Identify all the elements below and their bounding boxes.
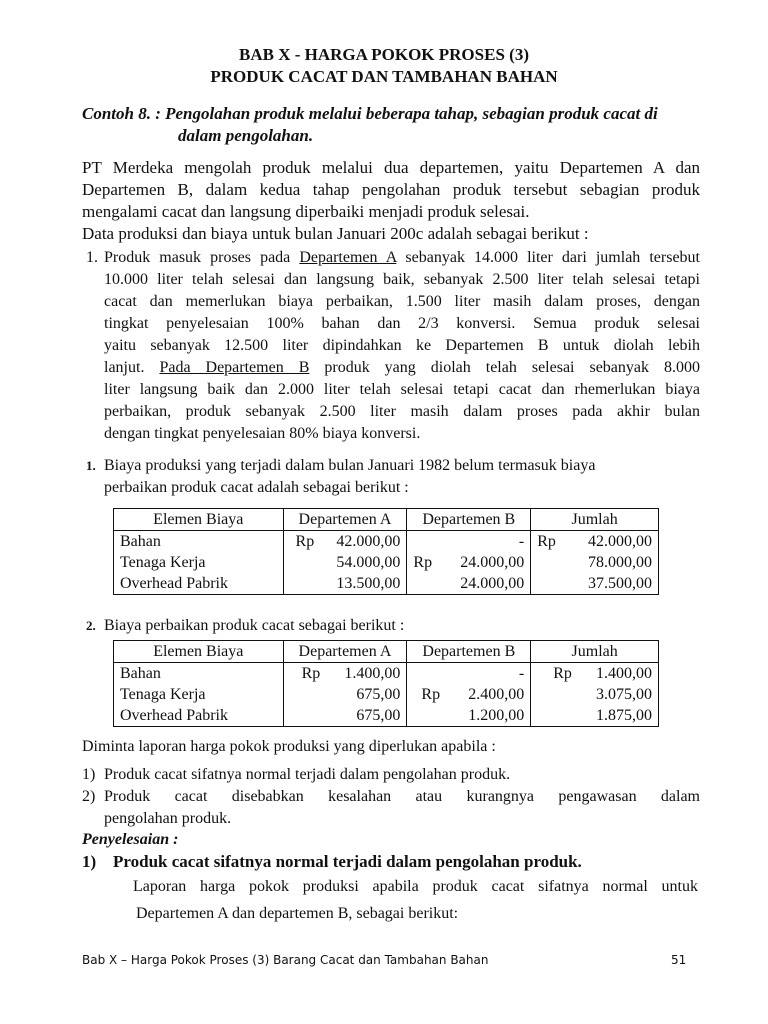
cost-element: Bahan [114, 663, 284, 685]
amount: 1.400,00 [596, 665, 652, 682]
item-line: perbaikan produk cacat adalah sebagai berikut : [104, 479, 409, 496]
production-cost-table [113, 508, 659, 595]
text-segment: Produk masuk proses pada [104, 249, 300, 266]
amount: 1.875,00 [596, 707, 652, 724]
table-row [114, 684, 659, 705]
cost-element: Bahan [114, 531, 284, 553]
currency-label: Rp [421, 686, 441, 703]
dept-a-cell [283, 531, 407, 553]
solution-text [133, 875, 698, 926]
item-number: 1. [86, 458, 96, 473]
amount: 2.400,00 [468, 686, 525, 703]
amount: 42.000,00 [588, 533, 652, 550]
solution-heading-text: Produk cacat sifatnya normal terjadi dalam pengolahan produk. [113, 852, 582, 871]
chapter-subtitle: PRODUK CACAT DAN TAMBAHAN BAHAN [210, 67, 558, 86]
amount: - [518, 533, 525, 550]
text-segment: lanjut. [104, 359, 160, 376]
item-line: dengan tingkat penyelesaian 80% biaya konversi. [104, 425, 421, 442]
item-number: 2) [82, 788, 96, 805]
intro-paragraph [82, 157, 700, 245]
table-row [114, 663, 659, 685]
request-intro: Diminta laporan harga pokok produksi yang diperlukan apabila : [82, 738, 496, 755]
total-cell [531, 573, 659, 595]
total-cell [531, 531, 659, 553]
total-cell [531, 705, 659, 727]
amount: 675,00 [356, 707, 401, 724]
item-line: liter langsung baik dan 2.000 liter telah selesai tetapi cacat dan rhemerlukan biaya [104, 381, 700, 398]
column-header: Departemen B [407, 641, 531, 663]
intro-line: Departemen B, dalam kedua tahap pengolahan produk tersebut sebagian produk [82, 180, 700, 199]
amount: 675,00 [356, 686, 401, 703]
amount: 37.500,00 [588, 575, 652, 592]
column-header: Elemen Biaya [114, 641, 284, 663]
solution-label: Penyelesaian : [82, 831, 179, 848]
amount: 24.000,00 [460, 554, 525, 571]
column-header: Departemen A [283, 641, 407, 663]
solution-line: Departemen A dan departemen B, sebagai berikut: [136, 905, 459, 922]
example-line-1: Contoh 8. : Pengolahan produk melalui beberapa tahap, sebagian produk cacat di [82, 104, 658, 123]
dept-a-cell [283, 573, 407, 595]
amount: 1.400,00 [344, 665, 401, 682]
item-text: Produk cacat disebabkan kesalahan atau kurangnya pengawasan dalam [104, 788, 700, 805]
cost-element: Tenaga Kerja [114, 552, 284, 573]
amount: 54.000,00 [336, 554, 401, 571]
item-line: Biaya perbaikan produk cacat sebagai berikut : [104, 617, 405, 634]
item-text: Produk cacat sifatnya normal terjadi dalam pengolahan produk. [104, 766, 511, 783]
item-line: 10.000 liter telah selesai dan langsung baik, sebanyak 2.500 liter telah selesai tetapi [104, 271, 700, 288]
table-header-row [114, 509, 659, 531]
dept-b-cell [407, 663, 531, 685]
cost-element: Tenaga Kerja [114, 684, 284, 705]
amount: - [518, 665, 525, 682]
cost-element: Overhead Pabrik [114, 573, 284, 595]
column-header: Elemen Biaya [114, 509, 284, 531]
item-line: yaitu sebanyak 12.500 liter dipindahkan ke Departemen B untuk diolah lebih [104, 337, 700, 354]
cost-element: Overhead Pabrik [114, 705, 284, 727]
dept-b-cell [407, 552, 531, 573]
footer-chapter: Bab X – Harga Pokok Proses (3) Barang Cacat dan Tambahan Bahan [82, 953, 489, 967]
production-cost-intro [82, 455, 700, 499]
repair-cost-intro [82, 615, 700, 637]
dept-b-cell [407, 531, 531, 553]
column-header: Jumlah [531, 641, 659, 663]
dept-b-cell [407, 705, 531, 727]
dept-b-cell [407, 573, 531, 595]
intro-line: mengalami cacat dan langsung diperbaiki menjadi produk selesai. [82, 202, 530, 221]
table-row [114, 552, 659, 573]
amount: 24.000,00 [460, 575, 525, 592]
production-data-item [86, 247, 700, 445]
example-heading [82, 103, 702, 147]
item-number: 2. [86, 618, 96, 633]
column-header: Departemen A [283, 509, 407, 531]
table-row [114, 531, 659, 553]
total-cell [531, 663, 659, 685]
table-row [114, 705, 659, 727]
amount: 78.000,00 [588, 554, 652, 571]
item-line: tingkat penyelesaian 100% bahan dan 2/3 konversi. Semua produk selesai [104, 315, 700, 332]
item-line: cacat dan memerlukan biaya perbaikan, 1.500 liter masih dalam proses, dengan [104, 293, 700, 310]
item-line [104, 247, 700, 269]
intro-line: Data produksi dan biaya untuk bulan Januari 200c adalah sebagai berikut : [82, 224, 589, 243]
repair-cost-table [113, 640, 659, 727]
item-number: 1) [82, 852, 97, 871]
column-header: Departemen B [407, 509, 531, 531]
text-segment: sebanyak 14.000 liter dari jumlah tersebut [396, 249, 700, 266]
amount: 3.075,00 [596, 686, 652, 703]
currency-label: Rp [295, 533, 315, 550]
dept-a-cell [283, 705, 407, 727]
total-cell [531, 552, 659, 573]
dept-b-underlined: Pada Departemen B [159, 359, 310, 376]
currency-label: Rp [413, 554, 433, 571]
item-line [104, 357, 700, 379]
column-header: Jumlah [531, 509, 659, 531]
dept-a-underlined: Departemen A [299, 249, 397, 266]
example-line-2: dalam pengolahan. [178, 126, 314, 145]
request-item-1 [82, 764, 700, 786]
currency-label: Rp [301, 665, 321, 682]
chapter-title: BAB X - HARGA POKOK PROSES (3) [239, 45, 529, 64]
amount: 13.500,00 [336, 575, 401, 592]
solution-line: Laporan harga pokok produksi apabila produk cacat sifatnya normal untuk [133, 878, 698, 895]
currency-label: Rp [553, 665, 572, 682]
table-header-row [114, 641, 659, 663]
dept-a-cell [283, 663, 407, 685]
item-number: 1. [86, 249, 98, 266]
page-number: 51 [671, 953, 687, 967]
amount: 1.200,00 [468, 707, 525, 724]
text-segment: produk yang diolah telah selesai sebanyak 8.000 [309, 359, 701, 376]
dept-a-cell [283, 552, 407, 573]
intro-line: PT Merdeka mengolah produk melalui dua departemen, yaitu Departemen A dan [82, 158, 700, 177]
amount: 42.000,00 [336, 533, 401, 550]
request-item-2 [82, 786, 700, 830]
total-cell [531, 684, 659, 705]
solution-heading [82, 851, 700, 873]
table-row [114, 573, 659, 595]
item-text: pengolahan produk. [104, 810, 232, 827]
item-line: perbaikan, produk sebanyak 2.500 liter masih dalam proses pada akhir bulan [104, 403, 700, 420]
dept-b-cell [407, 684, 531, 705]
item-number: 1) [82, 766, 96, 783]
currency-label: Rp [537, 533, 556, 550]
dept-a-cell [283, 684, 407, 705]
item-line: Biaya produksi yang terjadi dalam bulan Januari 1982 belum termasuk biaya [104, 457, 596, 474]
